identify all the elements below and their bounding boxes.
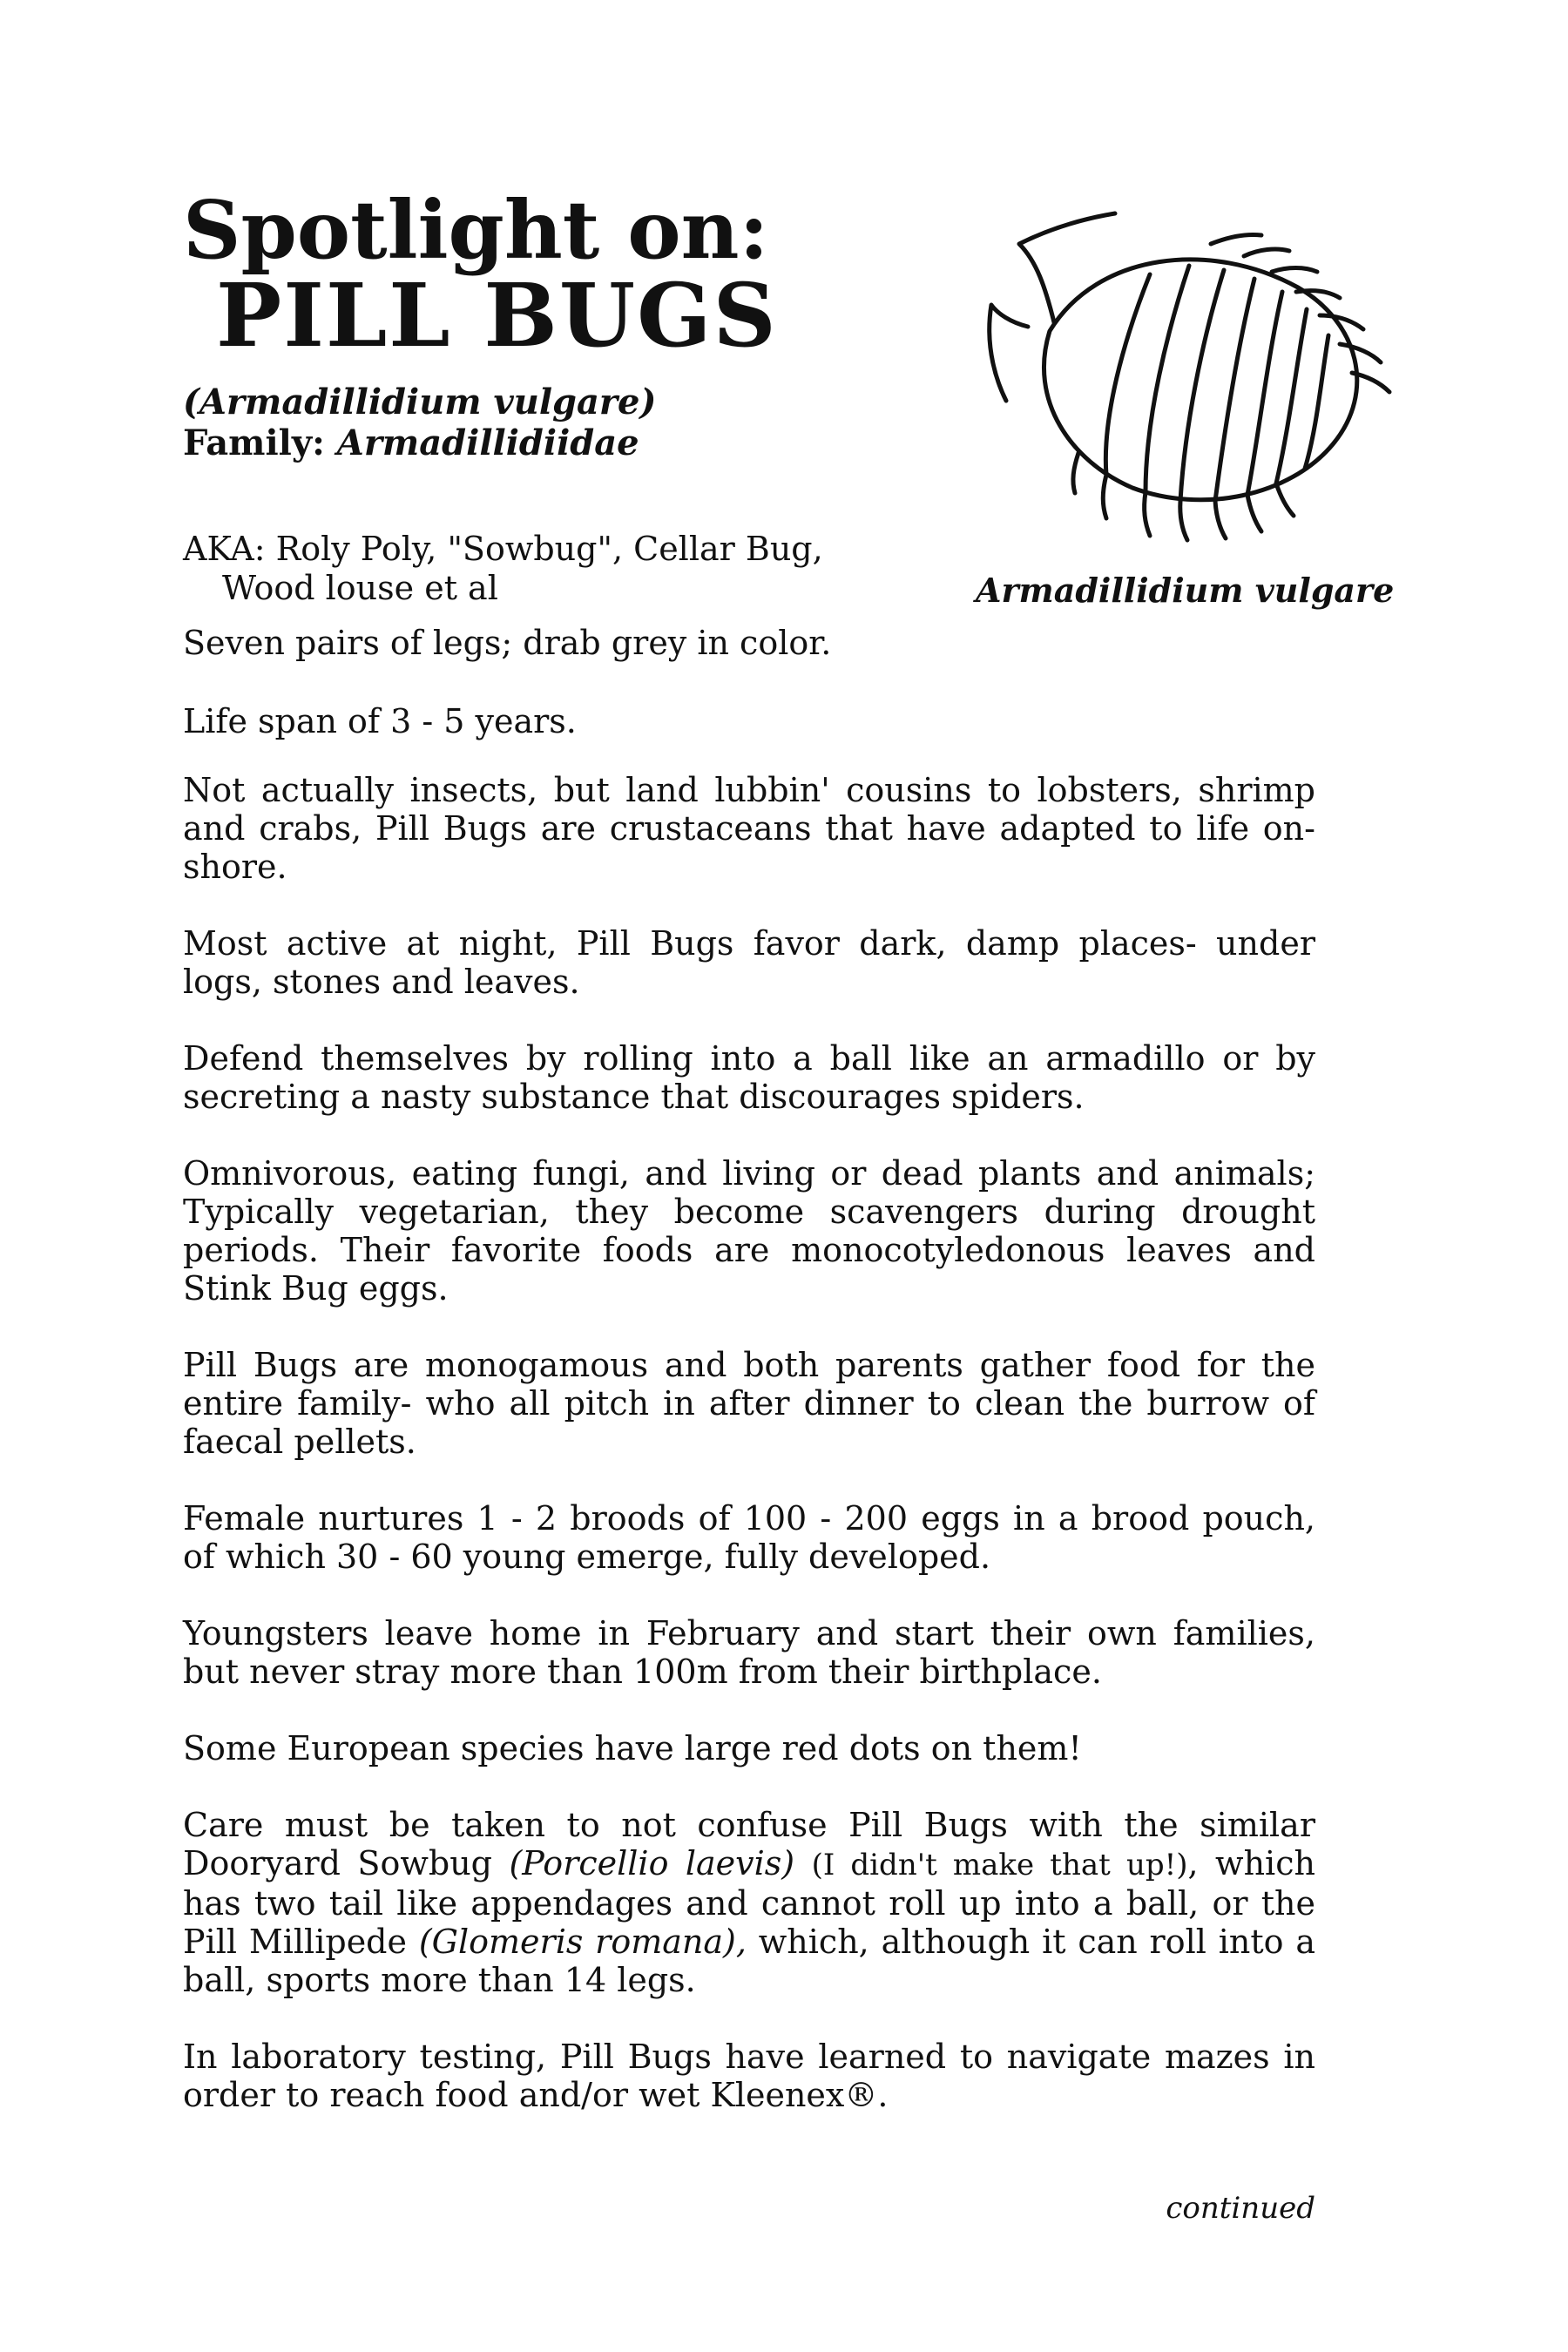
family-name: Armadillidiidae xyxy=(336,422,639,463)
confusion-text-a: Care must be taken to not confuse Pill Bugs with the similar Dooryard Sowbug xyxy=(183,1806,1315,1882)
family-line xyxy=(183,424,639,463)
scientific-name: (Armadillidium vulgare) xyxy=(183,382,657,422)
page-title: PILL BUGS xyxy=(216,264,778,367)
sowbug-scientific-name: (Porcellio laevis) xyxy=(509,1844,795,1882)
millipede-scientific-name: (Glomeris romana), xyxy=(418,1923,747,1961)
confusion-text-c xyxy=(794,1844,811,1882)
confusion-text-e: , which has two tail like appendages and cannot roll up into a ball, or the Pill Millipede xyxy=(183,1844,1315,1961)
continued-label: continued xyxy=(1166,2191,1315,2226)
pill-bug-drawing-icon xyxy=(923,192,1411,558)
aside-remark: (I didn't make that up!) xyxy=(811,1848,1188,1882)
paragraph-classification: Not actually insects, but land lubbin' cousins to lobsters, shrimp and crabs, Pill Bugs are crustaceans that have adapted to life on-shore. xyxy=(183,771,1315,886)
paragraph-laboratory: In laboratory testing, Pill Bugs have learned to navigate mazes in order to reach food and/or wet Kleenex®. xyxy=(183,2038,1315,2114)
paragraph-habitat: Most active at night, Pill Bugs favor dark, damp places- under logs, stones and leaves. xyxy=(183,924,1315,1001)
legs-fact: Seven pairs of legs; drab grey in color. xyxy=(183,624,832,662)
paragraph-family: Pill Bugs are monogamous and both parents gather food for the entire family- who all pitch in after dinner to clean the burrow of faecal pellets. xyxy=(183,1346,1315,1461)
aka-line-2: Wood louse et al xyxy=(222,569,498,607)
paragraph-red-dots: Some European species have large red dots on them! xyxy=(183,1729,1082,1767)
aka-line-1: AKA: Roly Poly, "Sowbug", Cellar Bug, xyxy=(183,530,823,568)
confusion-text-g: which, although it can roll into a ball, sports more than 14 legs. xyxy=(183,1923,1315,1999)
article-body xyxy=(183,771,1315,2114)
paragraph-reproduction: Female nurtures 1 - 2 broods of 100 - 200 eggs in a brood pouch, of which 30 - 60 young emerge, fully developed. xyxy=(183,1499,1315,1576)
paragraph-defense: Defend themselves by rolling into a ball like an armadillo or by secreting a nasty substance that discourages spiders. xyxy=(183,1039,1315,1116)
spotlight-heading: Spotlight on: xyxy=(183,183,769,277)
family-label: Family: xyxy=(183,422,325,463)
paragraph-confusion xyxy=(183,1806,1315,1999)
illustration-caption: Armadillidium vulgare xyxy=(976,571,1395,610)
paragraph-youngsters: Youngsters leave home in February and start their own families, but never stray more than 100m from their birthplace. xyxy=(183,1614,1315,1691)
paragraph-diet: Omnivorous, eating fungi, and living or dead plants and animals; Typically vegetarian, they become scavengers during drought periods. Their favorite foods are monocotyledonous leaves and Stink Bug eggs. xyxy=(183,1154,1315,1308)
lifespan-fact: Life span of 3 - 5 years. xyxy=(183,702,577,740)
